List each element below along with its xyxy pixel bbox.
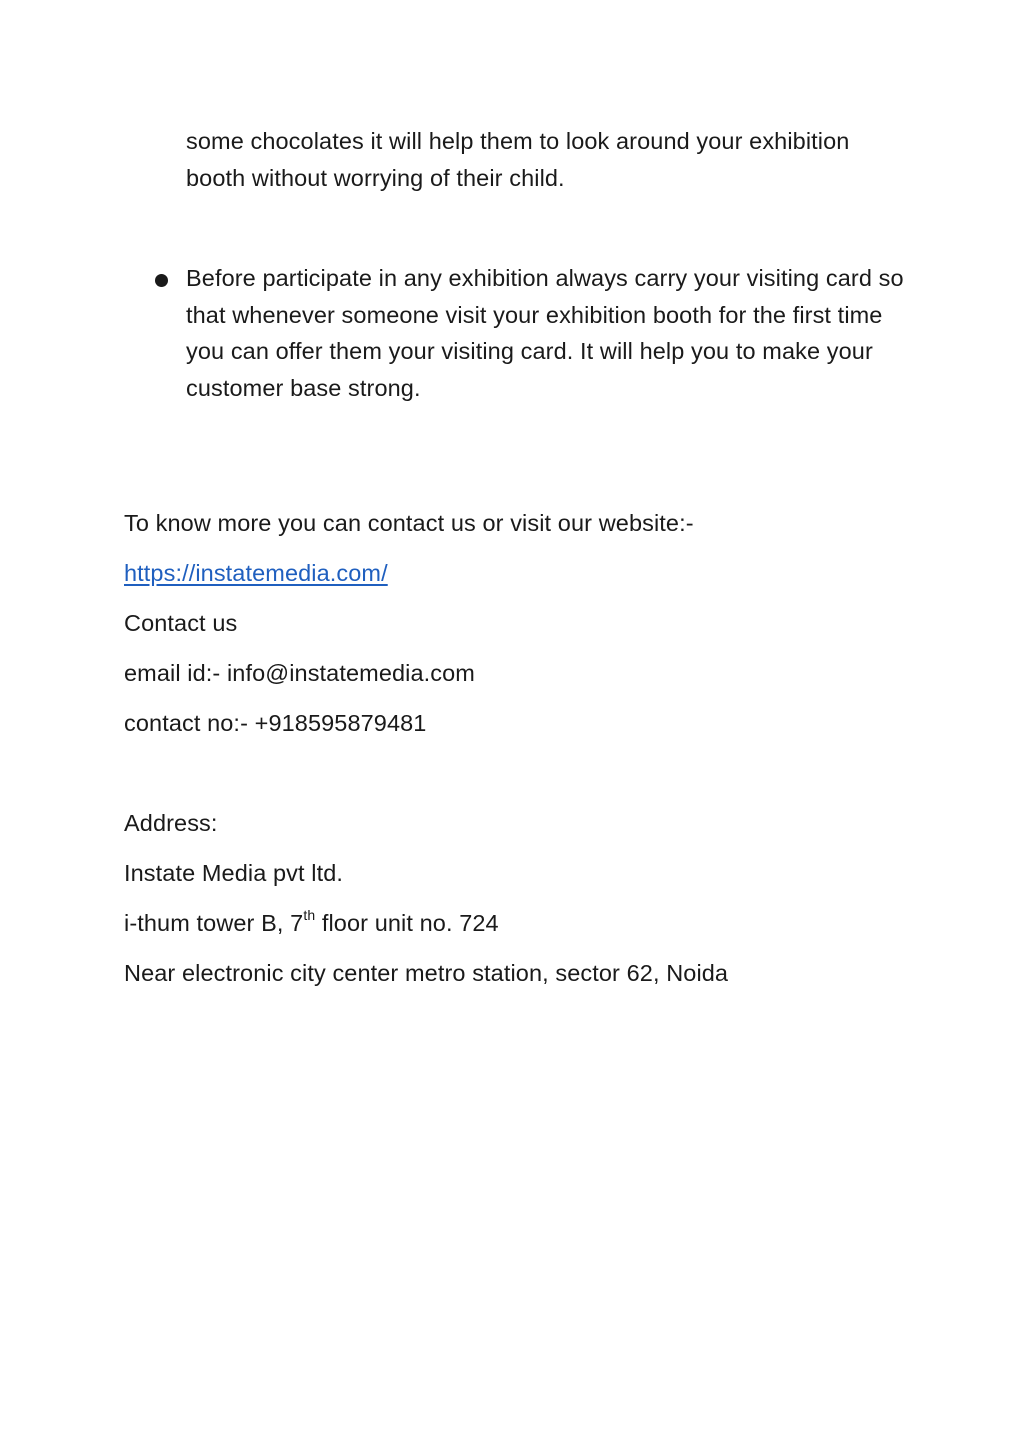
address-line-1-suffix: floor unit no. 724 (315, 910, 499, 936)
contact-heading: Contact us (124, 610, 238, 636)
email-line: email id:- info@instatemedia.com (124, 660, 475, 686)
company-name: Instate Media pvt ltd. (124, 860, 344, 886)
website-link[interactable]: https://instatemedia.com/ (124, 560, 388, 586)
contact-intro: To know more you can contact us or visit our website:- (124, 510, 694, 536)
continuation-paragraph: some chocolates it will help them to look around your exhibition booth without worrying of their child. (186, 128, 850, 191)
address-line-1-prefix: i-thum tower B, 7 (124, 910, 304, 936)
ordinal-suffix: th (303, 907, 316, 924)
address-label: Address: (124, 810, 218, 836)
phone-line: contact no:- +918595879481 (124, 710, 427, 736)
address-line-2: Near electronic city center metro station, sector 62, Noida (124, 960, 729, 986)
bullet-icon (155, 274, 168, 287)
address-line-1 (124, 905, 499, 942)
bullet-paragraph: Before participate in any exhibition always carry your visiting card so that whenever someone visit your exhibition booth for the first time you can offer them your visiting card. It will help you to make your customer base strong. (186, 265, 904, 401)
